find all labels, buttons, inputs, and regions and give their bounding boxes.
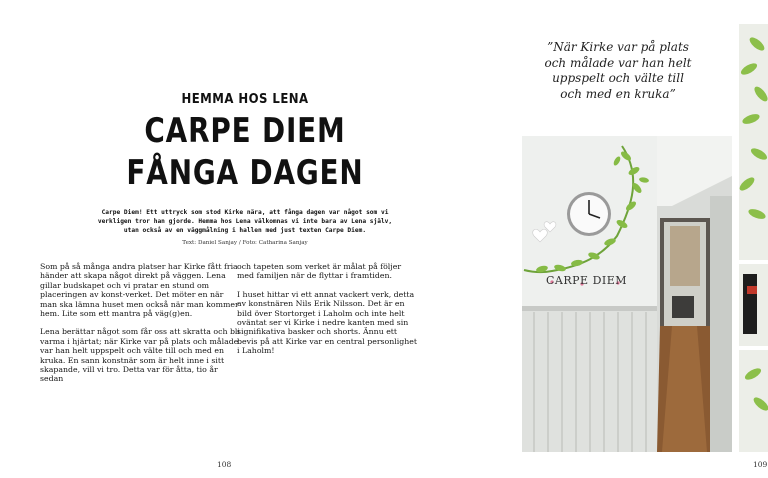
body-paragraph: Som på så många andra platser har Kirke fått fria händer att skapa något direkt på väggen. Lena gillar budskapet och vi pratar en stund om placeringen av konst-verket. Det möter en när man ska lämna huset men också när man kommer hem. Lite som ett mantra på väg(g)en. [40, 262, 239, 319]
body-paragraph: Lena berättar något som får oss att skratta och bli varma i hjärtat; när Kirke var på plats och målade var han helt uppspelt och välte till och med en kruka. En sann konstnär som är helt inne i sitt skapande, vill vi tro. Detta var för åtta, tio år sedan [40, 327, 240, 384]
page-number-left: 108 [217, 460, 232, 469]
article-lead [80, 208, 410, 235]
article-title [122, 110, 368, 194]
page-number-right: 109 [753, 460, 768, 469]
quote-line-4: och med en kruka” [560, 86, 676, 101]
body-paragraph: och tapeten som verket är målat på följer med familjen när de flyttar i framtiden. [237, 262, 402, 281]
title-line-1: CARPE DIEM [144, 111, 346, 151]
quote-line-1: ”När Kirke var på plats [547, 40, 689, 54]
title-line-2: FÅNGA DAGEN [126, 153, 364, 193]
pull-quote [543, 40, 693, 102]
body-paragraph: I huset hittar vi ett annat vackert verk, detta av konstnären Nils Erik Nilsson. Det är en bild över Stortorget i Laholm och inte helt oväntat ser vi Kirke i nedre kanten med sin signifikativa basker och shorts. Ännu ett bevis på att Kirke var en central personlighet i Laholm! [237, 289, 418, 356]
lead-line-2: verkligen tror han gjorde. Hemma hos Lena välkomnas vi inte bara av Lena själv, [97, 218, 393, 225]
article-kicker: HEMMA HOS LENA [181, 92, 309, 107]
lead-line-3: utan också av en väggmålning i hallen med just texten Carpe Diem. [123, 227, 367, 234]
side-photo [739, 24, 768, 452]
quote-line-3: uppspelt och välte till [552, 71, 684, 85]
body-column-2 [237, 262, 419, 365]
quote-line-2: och målade var han helt [544, 55, 692, 70]
mural-text: CARPE DIEM [546, 274, 628, 287]
lead-line-1: Carpe Diem! Ett uttryck som stod Kirke nära, att fånga dagen var något som vi [101, 209, 389, 216]
hallway-photo [522, 136, 732, 452]
byline-credit: Text: Daniel Sanjay / Foto: Catharina Sanjay [182, 240, 308, 246]
body-column-1 [40, 262, 240, 393]
